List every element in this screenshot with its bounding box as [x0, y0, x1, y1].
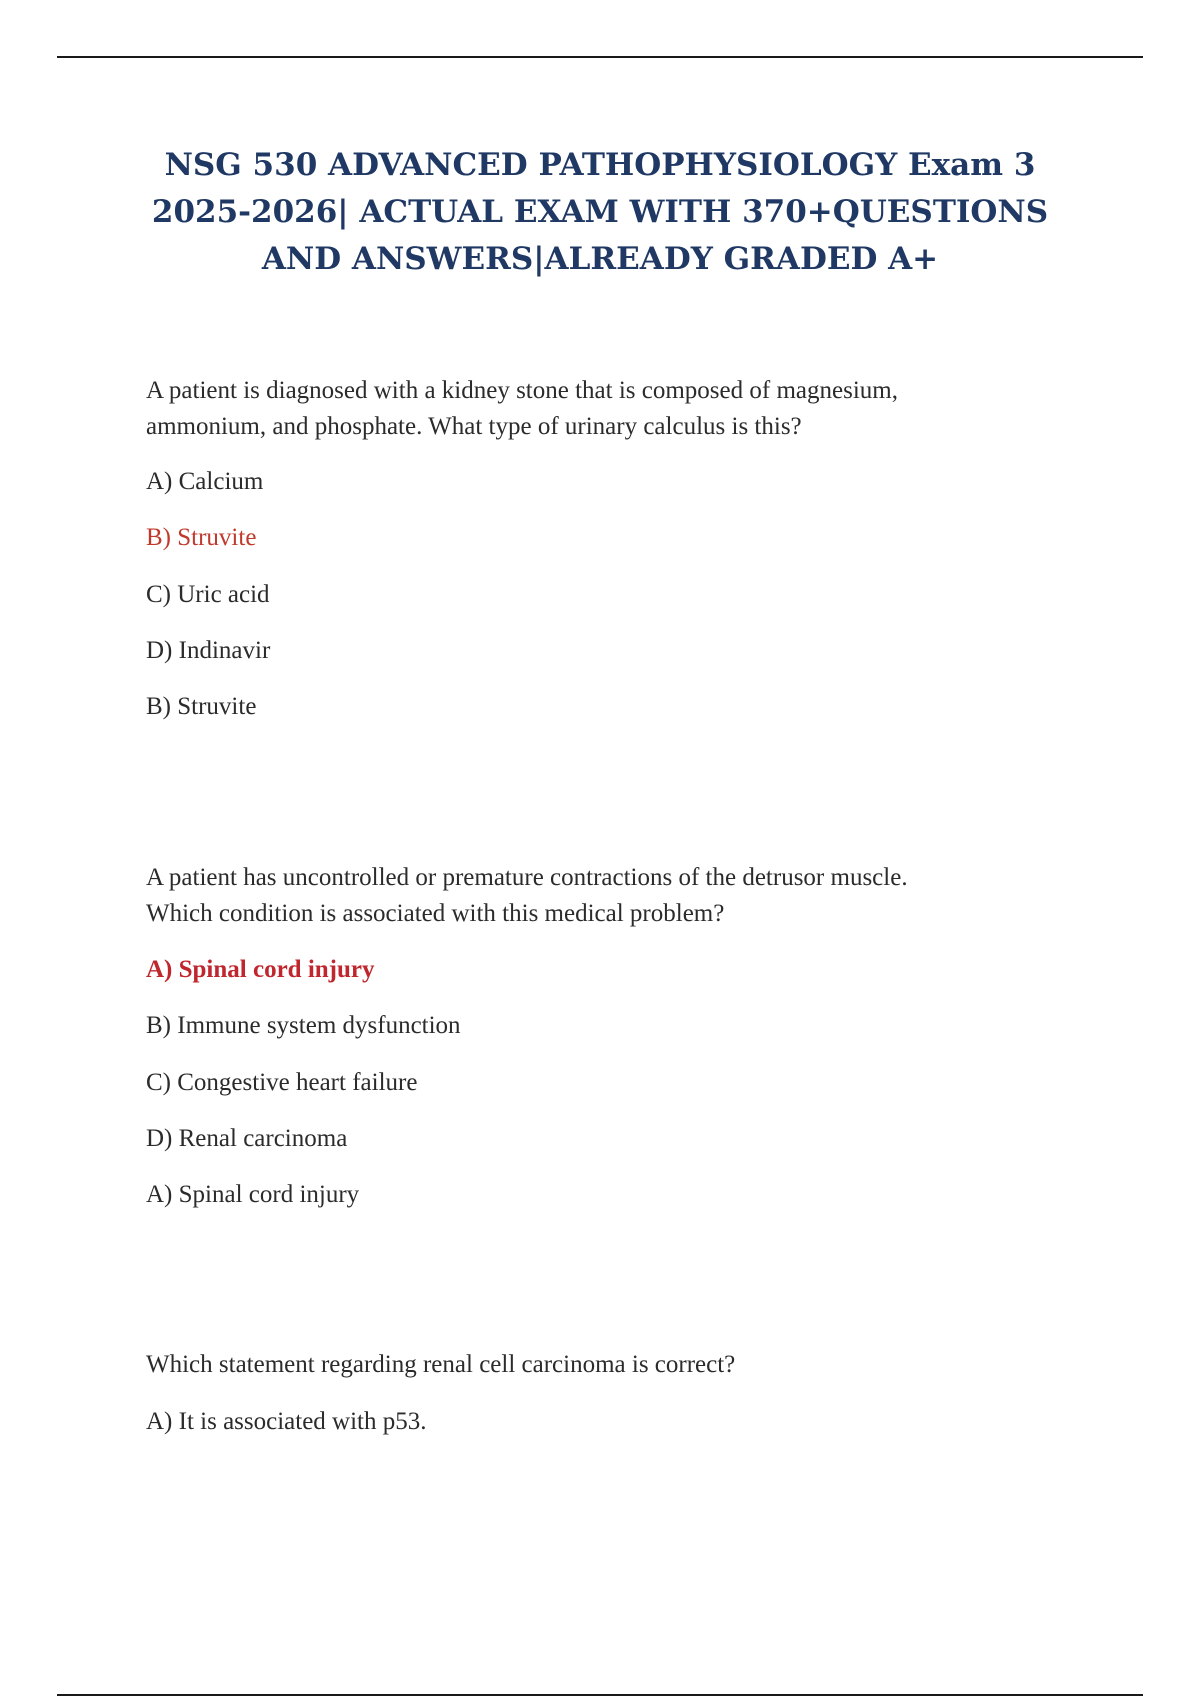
document-title — [100, 142, 1100, 283]
question-2-option-b: B) Immune system dysfunction — [146, 1012, 461, 1039]
question-2-option-c: C) Congestive heart failure — [146, 1069, 418, 1096]
title-line: AND ANSWERS|ALREADY GRADED A+ — [261, 241, 939, 277]
top-rule — [57, 56, 1143, 58]
question-1-option-a: A) Calcium — [146, 468, 264, 495]
question-2-option-a-correct: A) Spinal cord injury — [146, 956, 375, 983]
bottom-rule — [57, 1694, 1143, 1696]
question-stem-line: A patient is diagnosed with a kidney stone that is composed of magnesium, — [146, 377, 898, 404]
question-2-stem — [146, 860, 908, 932]
question-stem-line: Which condition is associated with this medical problem? — [146, 900, 725, 927]
question-3-option-a: A) It is associated with p53. — [146, 1408, 427, 1435]
question-2-option-d: D) Renal carcinoma — [146, 1125, 348, 1152]
title-line: 2025-2026| ACTUAL EXAM WITH 370+QUESTIONS — [151, 194, 1049, 230]
question-1-option-d: D) Indinavir — [146, 637, 271, 664]
question-1-option-b-correct: B) Struvite — [146, 524, 257, 551]
question-stem-line: A patient has uncontrolled or premature contractions of the detrusor muscle. — [146, 864, 908, 891]
question-1-answer: B) Struvite — [146, 693, 257, 720]
question-3-stem — [146, 1347, 735, 1383]
question-1-option-c: C) Uric acid — [146, 581, 270, 608]
title-line: NSG 530 ADVANCED PATHOPHYSIOLOGY Exam 3 — [164, 147, 1036, 183]
question-1-stem — [146, 373, 898, 445]
question-2-answer: A) Spinal cord injury — [146, 1181, 360, 1208]
question-stem-line: Which statement regarding renal cell carcinoma is correct? — [146, 1351, 736, 1378]
question-stem-line: ammonium, and phosphate. What type of urinary calculus is this? — [146, 413, 802, 440]
